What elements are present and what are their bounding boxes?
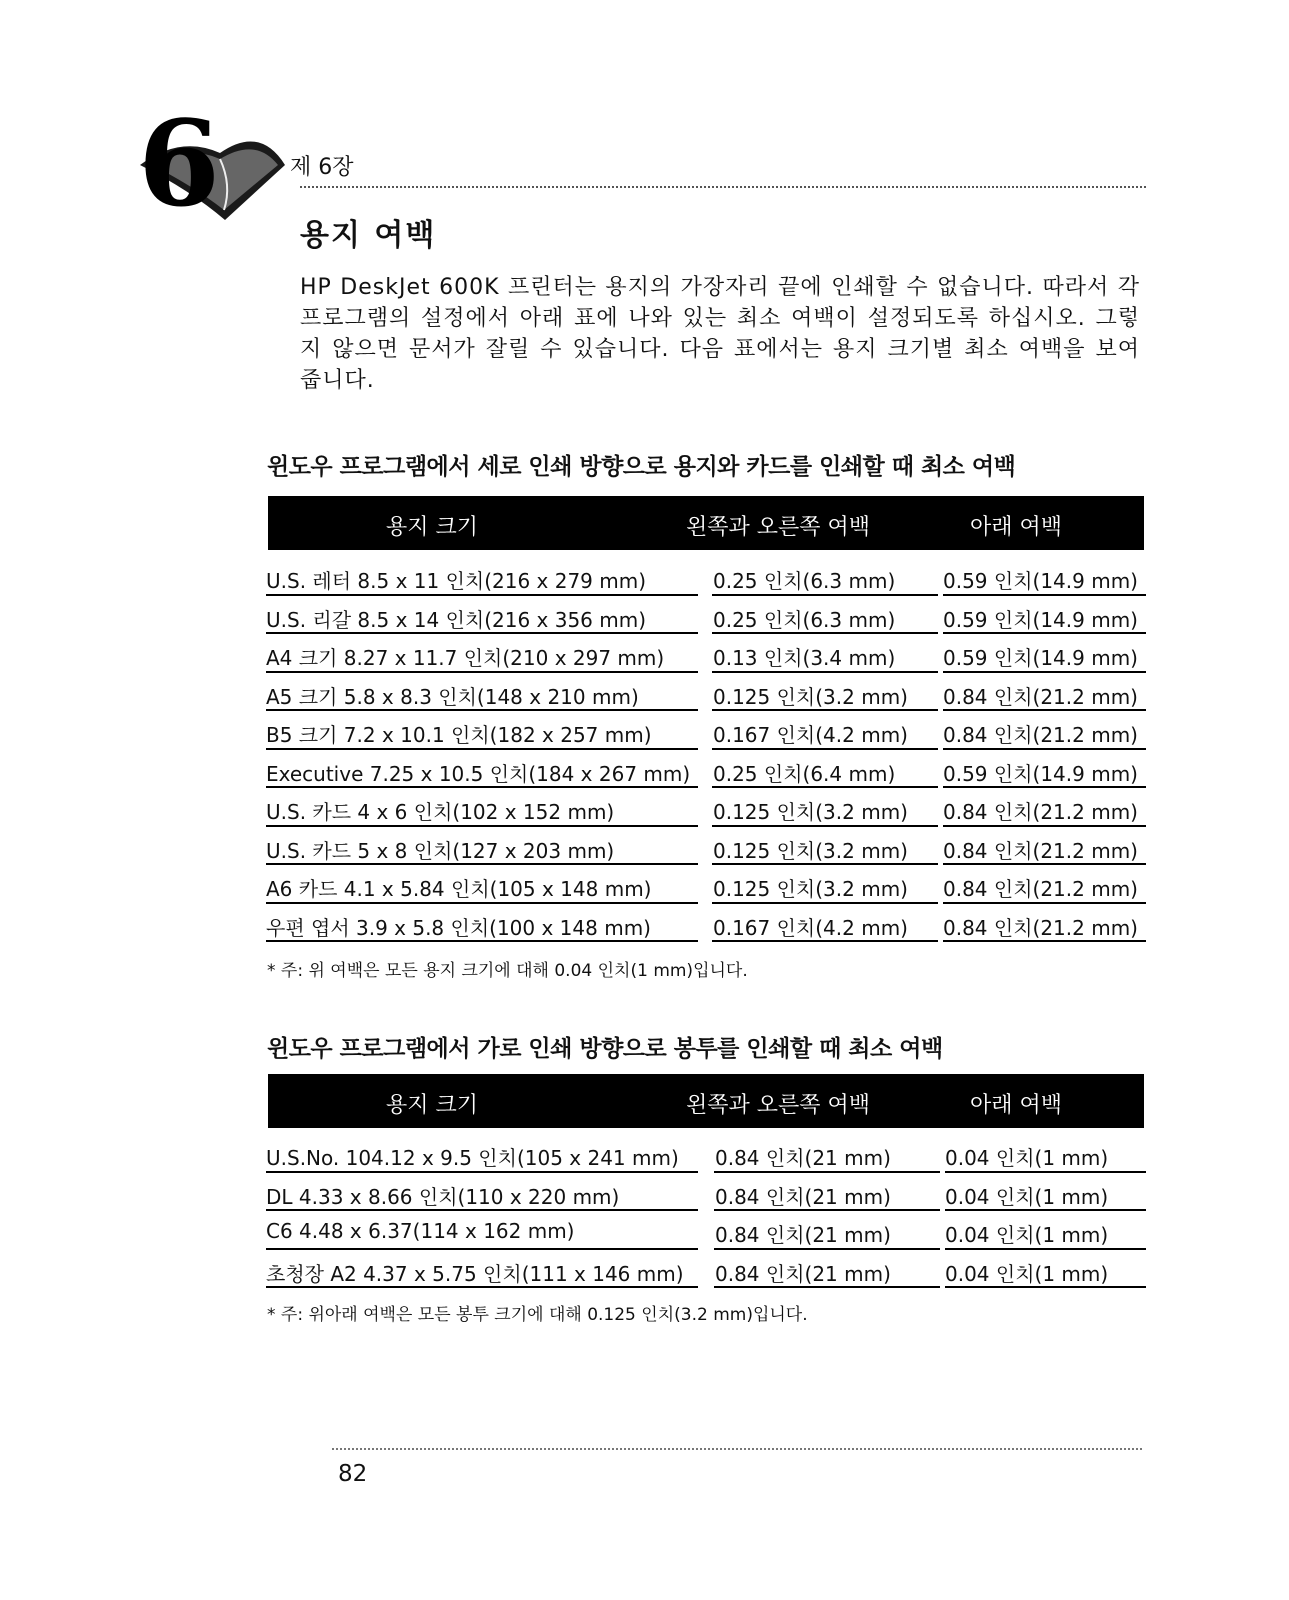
table1-cell: 0.167 인치(4.2 mm) xyxy=(713,723,908,747)
chapter-number-glyph: 6 xyxy=(138,95,221,230)
table2-row xyxy=(266,1173,1146,1212)
table1-cell: 0.125 인치(3.2 mm) xyxy=(713,838,908,863)
table1-cell: 0.59 인치(14.9 mm) xyxy=(943,646,1138,670)
table2-row xyxy=(266,1134,1146,1173)
table1-row xyxy=(266,711,1146,750)
table1-cell: 0.125 인치(3.2 mm) xyxy=(713,877,908,901)
table1-cell: A6 카드 4.1 x 5.84 인치(105 x 148 mm) xyxy=(266,877,652,901)
table1-row xyxy=(266,788,1146,827)
table2-cell: 0.04 인치(1 mm) xyxy=(945,1146,1109,1170)
table2-row xyxy=(266,1211,1146,1250)
table1-row xyxy=(266,557,1146,596)
table1-cell: 0.84 인치(21.2 mm) xyxy=(943,877,1138,901)
table1-row xyxy=(266,596,1146,635)
table2-cell: 0.04 인치(1 mm) xyxy=(945,1184,1109,1209)
table1-cell: 0.84 인치(21.2 mm) xyxy=(943,684,1138,709)
table1-cell: 0.84 인치(21.2 mm) xyxy=(943,800,1138,824)
row-underline xyxy=(945,1286,1146,1288)
row-underline xyxy=(712,940,938,942)
table2-cell: 0.04 인치(1 mm) xyxy=(945,1261,1109,1286)
table2-col-bottom-margin: 아래 여백 xyxy=(970,1093,1063,1118)
table1-cell: 0.125 인치(3.2 mm) xyxy=(713,684,908,709)
intro-paragraph: HP DeskJet 600K 프린터는 용지의 가장자리 끝에 인쇄할 수 없습니다. 따라서 각 프로그램의 설정에서 아래 표에 나와 있는 최소 여백이 설정되도록 하십시오. 그렇지 않으면 문서가 잘릴 수 있습니다. 다음 표에서는 용지 크기별 최소 여백을 보여 줍니다. xyxy=(300,275,1140,393)
page-number: 82 xyxy=(338,1461,368,1487)
table1-row xyxy=(266,827,1146,866)
table2-row xyxy=(266,1250,1146,1289)
chapter-book-icon xyxy=(120,95,295,230)
table1-cell: 0.25 인치(6.4 mm) xyxy=(713,761,896,786)
table1-cell: U.S. 카드 5 x 8 인치(127 x 203 mm) xyxy=(266,838,615,863)
table1-cell: U.S. 레터 8.5 x 11 인치(216 x 279 mm) xyxy=(266,569,647,593)
footer-divider xyxy=(332,1448,1142,1450)
table2-body xyxy=(266,1134,1146,1288)
table1-row xyxy=(266,634,1146,673)
table1-col-bottom-margin: 아래 여백 xyxy=(970,515,1063,540)
table1-cell: 0.25 인치(6.3 mm) xyxy=(713,569,896,593)
table2-cell: 0.04 인치(1 mm) xyxy=(945,1223,1109,1247)
table1-cell: 우편 엽서 3.9 x 5.8 인치(100 x 148 mm) xyxy=(266,915,651,940)
table1-cell: U.S. 카드 4 x 6 인치(102 x 152 mm) xyxy=(266,800,615,824)
table2-cell: 0.84 인치(21 mm) xyxy=(715,1223,891,1247)
table2-cell: DL 4.33 x 8.66 인치(110 x 220 mm) xyxy=(266,1184,620,1209)
table2-heading: 윈도우 프로그램에서 가로 인쇄 방향으로 봉투를 인쇄할 때 최소 여백 xyxy=(267,1036,943,1062)
table2-col-paper-size: 용지 크기 xyxy=(386,1093,479,1118)
table1-col-side-margins: 왼쪽과 오른쪽 여백 xyxy=(686,515,871,540)
table1-cell: A5 크기 5.8 x 8.3 인치(148 x 210 mm) xyxy=(266,684,639,709)
table1-cell: Executive 7.25 x 10.5 인치(184 x 267 mm) xyxy=(266,761,691,786)
table1-cell: 0.59 인치(14.9 mm) xyxy=(943,569,1138,593)
row-underline xyxy=(714,1286,940,1288)
table1-cell: 0.84 인치(21.2 mm) xyxy=(943,723,1138,747)
row-underline xyxy=(943,940,1146,942)
table1-cell: U.S. 리갈 8.5 x 14 인치(216 x 356 mm) xyxy=(266,607,647,632)
table2-cell: 0.84 인치(21 mm) xyxy=(715,1146,891,1170)
table1-note: * 주: 위 여백은 모든 용지 크기에 대해 0.04 인치(1 mm)입니다. xyxy=(267,961,748,981)
table1-row xyxy=(266,673,1146,712)
table1-cell: 0.84 인치(21.2 mm) xyxy=(943,915,1138,940)
table1-row xyxy=(266,750,1146,789)
table2-cell: U.S.No. 104.12 x 9.5 인치(105 x 241 mm) xyxy=(266,1146,679,1170)
table1-body xyxy=(266,557,1146,942)
table1-cell: 0.125 인치(3.2 mm) xyxy=(713,800,908,824)
table1-header-row xyxy=(268,496,1144,550)
header-divider xyxy=(300,186,1146,188)
table1-cell: A4 크기 8.27 x 11.7 인치(210 x 297 mm) xyxy=(266,646,665,670)
table2-cell: C6 4.48 x 6.37(114 x 162 mm) xyxy=(266,1219,575,1243)
table1-row xyxy=(266,865,1146,904)
table1-cell: 0.84 인치(21.2 mm) xyxy=(943,838,1138,863)
table2-header-row xyxy=(268,1074,1144,1128)
table1-cell: 0.59 인치(14.9 mm) xyxy=(943,761,1138,786)
table1-cell: 0.167 인치(4.2 mm) xyxy=(713,915,908,940)
table2-cell: 초청장 A2 4.37 x 5.75 인치(111 x 146 mm) xyxy=(266,1261,684,1286)
row-underline xyxy=(266,940,698,942)
table1-cell: 0.25 인치(6.3 mm) xyxy=(713,607,896,632)
table1-row xyxy=(266,904,1146,943)
table2-cell: 0.84 인치(21 mm) xyxy=(715,1261,891,1286)
table1-cell: 0.59 인치(14.9 mm) xyxy=(943,607,1138,632)
table2-cell: 0.84 인치(21 mm) xyxy=(715,1184,891,1209)
table1-cell: B5 크기 7.2 x 10.1 인치(182 x 257 mm) xyxy=(266,723,652,747)
table2-note: * 주: 위아래 여백은 모든 봉투 크기에 대해 0.125 인치(3.2 mm)입니다. xyxy=(267,1305,808,1325)
table2-col-side-margins: 왼쪽과 오른쪽 여백 xyxy=(686,1093,871,1118)
chapter-label: 제 6장 xyxy=(290,155,354,180)
row-underline xyxy=(266,1286,698,1288)
table1-cell: 0.13 인치(3.4 mm) xyxy=(713,646,896,670)
table1-col-paper-size: 용지 크기 xyxy=(386,515,479,540)
section-title: 용지 여백 xyxy=(300,218,437,253)
table1-heading: 윈도우 프로그램에서 세로 인쇄 방향으로 용지와 카드를 인쇄할 때 최소 여백 xyxy=(267,454,1016,480)
